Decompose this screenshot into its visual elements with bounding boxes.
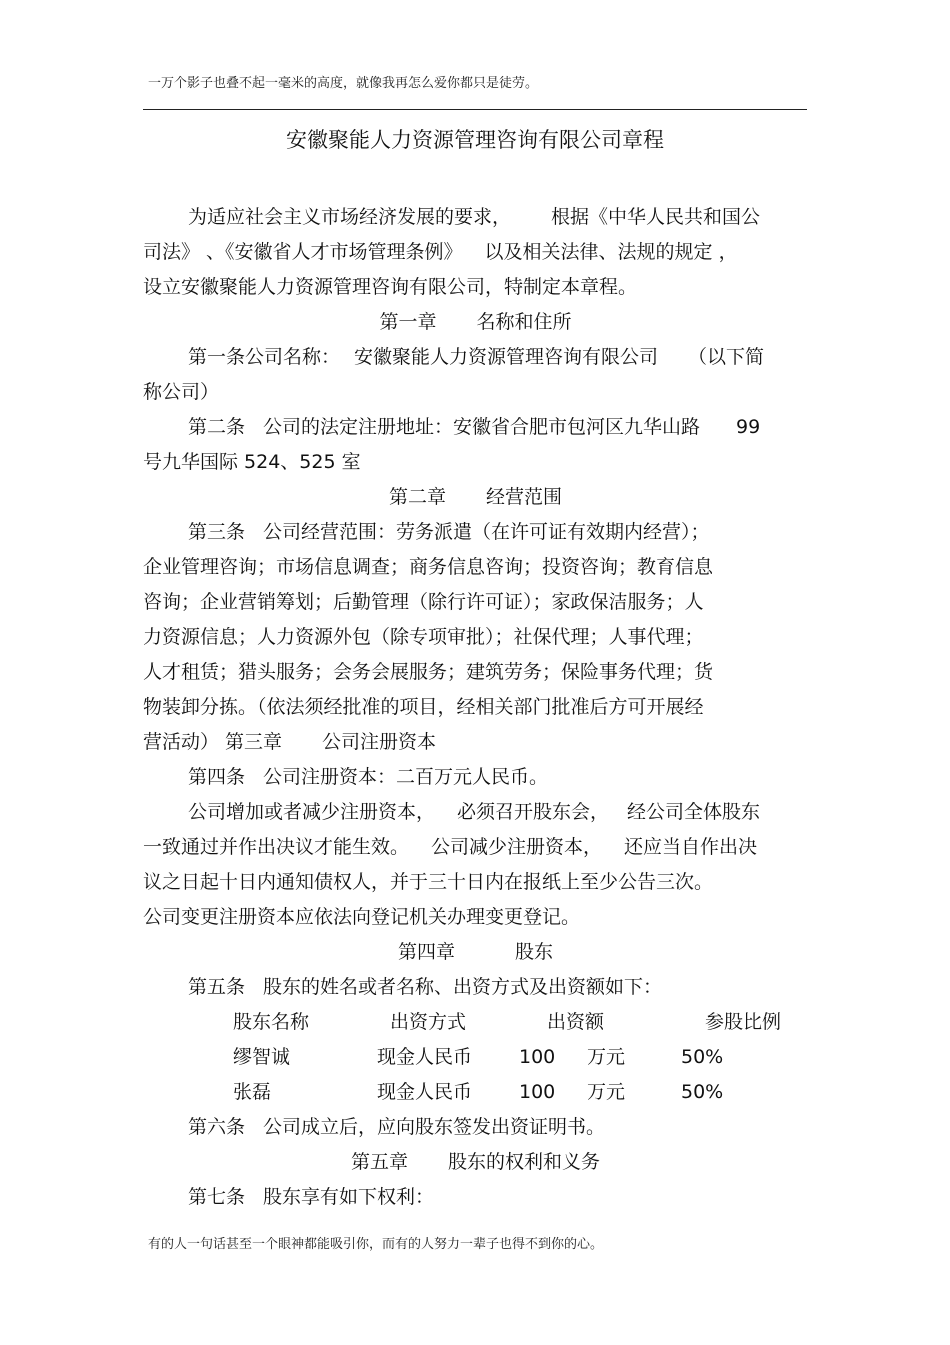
chapter-5-heading xyxy=(143,1145,808,1180)
capital-para-line-1 xyxy=(143,795,808,830)
text-span: 第六条 xyxy=(188,1116,246,1138)
article-1-line-1 xyxy=(143,340,808,375)
text-span: 为适应社会主义市场经济发展的要求， xyxy=(188,206,512,228)
article-1-line-2 xyxy=(143,375,808,410)
article-2-line-1 xyxy=(143,410,808,445)
article-2-line-2 xyxy=(143,445,808,480)
share-ratio: 50% xyxy=(681,1046,724,1068)
document-body xyxy=(143,200,808,1215)
text-span: 根据《中华人民共和国公 xyxy=(551,206,761,228)
column-header: 股东名称 xyxy=(233,1011,310,1033)
text-span: 第四条 xyxy=(188,766,246,788)
column-header: 出资方式 xyxy=(390,1011,467,1033)
text-span: 号九华国际 524、525 室 xyxy=(143,451,361,473)
article-3-line-3 xyxy=(143,585,808,620)
chapter-title: 股东的权利和义务 xyxy=(448,1151,601,1173)
text-span: 第五条 xyxy=(188,976,246,998)
contribution-amount: 100 xyxy=(519,1046,556,1068)
capital-para-line-3 xyxy=(143,865,808,900)
text-span: 物装卸分拣。（依法须经批准的项目，经相关部门批准后方可开展经 xyxy=(143,696,704,718)
header-divider xyxy=(143,109,807,110)
contribution-method: 现金人民币 xyxy=(377,1046,473,1068)
article-7 xyxy=(143,1180,808,1215)
text-span: 还应当自作出决 xyxy=(624,836,758,858)
text-span: 第一条公司名称： xyxy=(188,346,341,368)
chapter-title: 经营范围 xyxy=(486,486,563,508)
article-3-line-4 xyxy=(143,620,808,655)
amount-unit: 万元 xyxy=(587,1046,626,1068)
article-3-line-6 xyxy=(143,690,808,725)
document-title: 安徽聚能人力资源管理咨询有限公司章程 xyxy=(286,128,664,152)
preamble-line-1 xyxy=(143,200,808,235)
chapter-1-heading xyxy=(143,305,808,340)
text-span: 公司增加或者减少注册资本， xyxy=(188,801,436,823)
text-span: 第七条 xyxy=(188,1186,246,1208)
text-span: 股东享有如下权利： xyxy=(263,1186,435,1208)
text-span: 一致通过并作出决议才能生效。 xyxy=(143,836,410,858)
text-span: 安徽聚能人力资源管理咨询有限公司 xyxy=(354,346,659,368)
text-span: 企业管理咨询；市场信息调查；商务信息咨询；投资咨询；教育信息 xyxy=(143,556,714,578)
chapter-4-heading xyxy=(143,935,808,970)
table-row xyxy=(143,1075,808,1110)
text-span: 99 xyxy=(736,416,761,438)
chapter-title: 股东 xyxy=(515,941,554,963)
text-span: 公司变更注册资本应依法向登记机关办理变更登记。 xyxy=(143,906,581,928)
contribution-method: 现金人民币 xyxy=(377,1081,473,1103)
article-3-line-5 xyxy=(143,655,808,690)
text-span: 公司成立后，应向股东签发出资证明书。 xyxy=(263,1116,606,1138)
preamble-line-3 xyxy=(143,270,808,305)
text-span: （以下简 xyxy=(688,346,765,368)
text-span: 力资源信息；人力资源外包（除专项审批）；社保代理；人事代理； xyxy=(143,626,704,648)
article-6 xyxy=(143,1110,808,1145)
text-span: 公司的法定注册地址：安徽省合肥市包河区九华山路 xyxy=(263,416,701,438)
chapter-title: 名称和住所 xyxy=(476,311,572,333)
text-span: 咨询；企业营销筹划；后勤管理（除行许可证）；家政保洁服务；人 xyxy=(143,591,704,613)
text-span: 称公司） xyxy=(143,381,220,403)
text-span: 必须召开股东会， xyxy=(457,801,610,823)
text-span: 司法》 、《安徽省人才市场管理条例》 xyxy=(143,241,463,263)
page-footer-quote: 有的人一句话甚至一个眼神都能吸引你，而有的人努力一辈子也得不到你的心。 xyxy=(148,1237,604,1252)
text-span: 以及相关法律、法规的规定 ， xyxy=(484,241,738,263)
text-span: 设立安徽聚能人力资源管理咨询有限公司，特制定本章程。 xyxy=(143,276,638,298)
article-3-line-2 xyxy=(143,550,808,585)
column-header: 出资额 xyxy=(547,1011,605,1033)
article-5 xyxy=(143,970,808,1005)
capital-para-line-2 xyxy=(143,830,808,865)
page-header-quote: 一万个影子也叠不起一毫米的高度，就像我再怎么爱你都只是徒劳。 xyxy=(148,76,539,91)
text-span: 第三条 xyxy=(188,521,246,543)
shareholder-name: 张磊 xyxy=(233,1081,272,1103)
capital-para-line-4 xyxy=(143,900,808,935)
table-row xyxy=(143,1040,808,1075)
text-span: 第二条 xyxy=(188,416,246,438)
chapter-number: 第五章 xyxy=(350,1151,408,1173)
text-span: 公司经营范围：劳务派遣（在许可证有效期内经营）； xyxy=(263,521,710,543)
chapter-number: 第一章 xyxy=(379,311,437,333)
column-header: 参股比例 xyxy=(705,1011,782,1033)
text-span: 营活动） 第三章 xyxy=(143,731,283,753)
amount-unit: 万元 xyxy=(587,1081,626,1103)
share-ratio: 50% xyxy=(681,1081,724,1103)
article-3-line-7 xyxy=(143,725,808,760)
contribution-amount: 100 xyxy=(519,1081,556,1103)
text-span: 经公司全体股东 xyxy=(627,801,761,823)
article-4 xyxy=(143,760,808,795)
chapter-number: 第四章 xyxy=(397,941,455,963)
shareholder-table-header xyxy=(143,1005,808,1040)
text-span: 人才租赁；猎头服务；会务会展服务；建筑劳务；保险事务代理；货 xyxy=(143,661,714,683)
text-span: 公司减少注册资本， xyxy=(431,836,603,858)
preamble-line-2 xyxy=(143,235,808,270)
text-span: 公司注册资本：二百万元人民币。 xyxy=(263,766,549,788)
chapter-number: 第二章 xyxy=(388,486,446,508)
chapter-title: 公司注册资本 xyxy=(322,731,437,753)
chapter-2-heading xyxy=(143,480,808,515)
text-span: 议之日起十日内通知债权人，并于三十日内在报纸上至少公告三次。 xyxy=(143,871,714,893)
shareholder-name: 缪智诚 xyxy=(233,1046,291,1068)
text-span: 股东的姓名或者名称、出资方式及出资额如下： xyxy=(263,976,663,998)
article-3-line-1 xyxy=(143,515,808,550)
